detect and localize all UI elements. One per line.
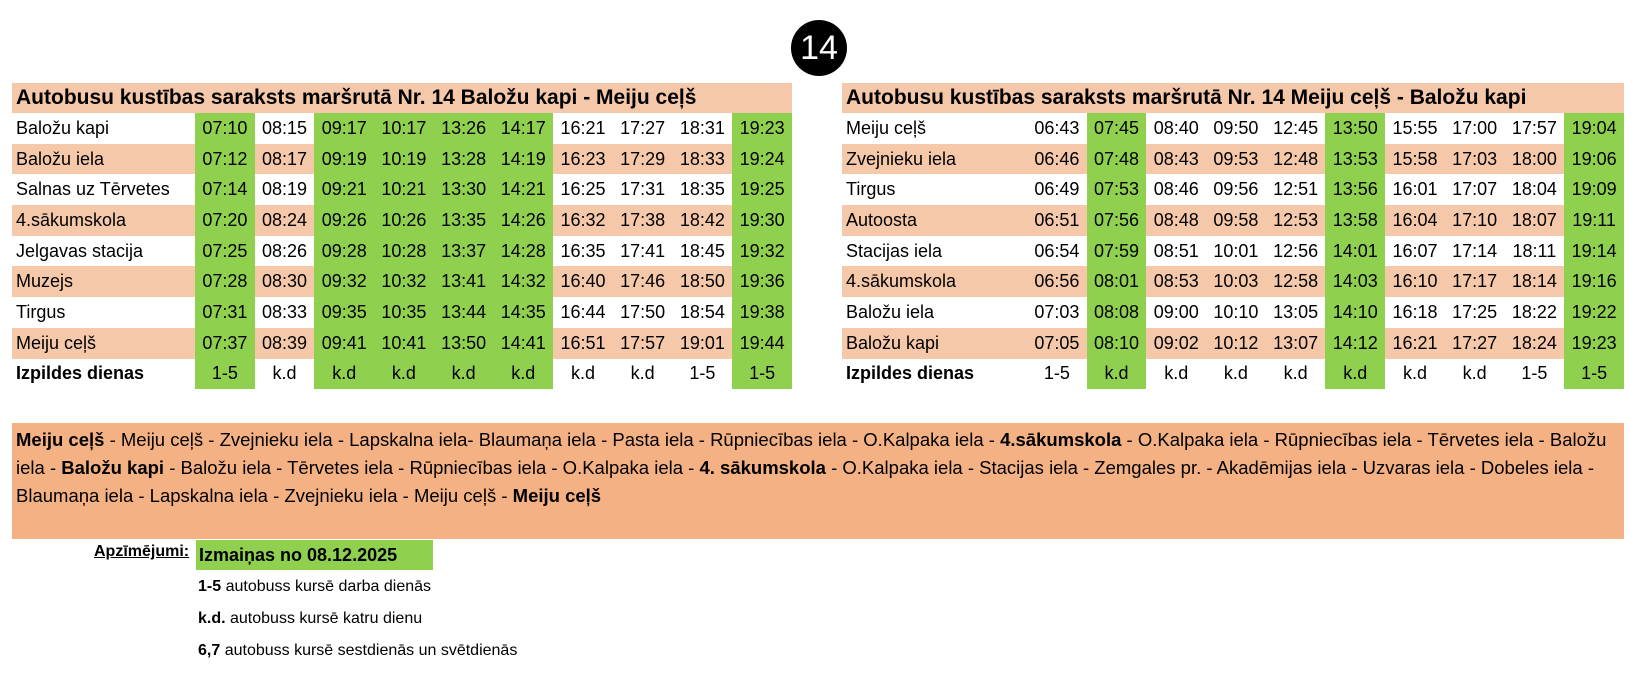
departure-time: 14:03: [1325, 266, 1385, 297]
table-row: [842, 297, 1624, 328]
departure-time: 07:48: [1087, 144, 1147, 175]
departure-time: 19:36: [732, 266, 792, 297]
departure-time: 08:08: [1087, 297, 1147, 328]
stop-name: 4.sākumskola: [842, 266, 1027, 297]
legend-item-weekends: [198, 642, 517, 660]
departure-time: 13:30: [434, 174, 494, 205]
departure-time: 08:39: [255, 328, 315, 359]
departure-time: 07:25: [195, 236, 255, 267]
departure-time: 06:51: [1027, 205, 1087, 236]
departure-time: 09:26: [314, 205, 374, 236]
departure-time: 10:10: [1213, 301, 1259, 322]
departure-time: 16:21: [560, 117, 606, 138]
departure-time: 09:58: [1206, 205, 1266, 236]
departure-time: 09:35: [314, 297, 374, 328]
departure-time: 09:02: [1146, 328, 1206, 359]
stop-name: Zvejnieku iela: [842, 144, 1027, 175]
stop-name: Muzejs: [12, 266, 195, 297]
operating-days-label: Izpildes dienas: [846, 363, 975, 384]
departure-time: 16:51: [553, 328, 613, 359]
departure-time: 08:19: [262, 179, 308, 200]
operating-days: k.d: [374, 359, 434, 390]
table-row: [12, 144, 792, 175]
departure-time: 17:57: [613, 328, 673, 359]
table-row: [12, 297, 792, 328]
legend-label: Apzīmējumi:: [94, 543, 190, 560]
departure-time: 07:45: [1087, 113, 1147, 144]
departure-time: 19:01: [673, 328, 733, 359]
departure-time: 13:53: [1325, 144, 1385, 175]
stop-name: Salnas uz Tērvetes: [16, 179, 170, 200]
departure-time: 19:16: [1564, 266, 1624, 297]
departure-time: 17:00: [1452, 117, 1498, 138]
departure-time: 19:09: [1564, 174, 1624, 205]
departure-time: 16:01: [1392, 179, 1438, 200]
departure-time: 07:20: [195, 205, 255, 236]
operating-days-label: Izpildes dienas: [16, 363, 145, 384]
departure-time: 07:03: [1034, 301, 1080, 322]
change-notice: Izmaiņas no 08.12.2025: [196, 540, 433, 570]
timetable-outbound: [12, 83, 792, 389]
departure-time: 14:01: [1325, 236, 1385, 267]
operating-days: k.d: [1087, 359, 1147, 390]
route-segment: - O.Kalpaka iela - Stacijas iela - Zemgales pr. - Akadēmijas iela - Uzvaras iela - Dobeles iela - Blaumaņa iela - Lapskalna iela - Zvejnieku iela - Meiju ceļš -: [16, 457, 1595, 506]
departure-time: 19:14: [1564, 236, 1624, 267]
departure-time: 07:12: [195, 144, 255, 175]
stop-name: Meiju ceļš: [846, 117, 927, 138]
stop-name: Baložu iela: [12, 144, 195, 175]
departure-time: 15:58: [1385, 144, 1445, 175]
operating-days: k.d: [1223, 363, 1248, 384]
table-row: [12, 205, 792, 236]
departure-time: 09:32: [314, 266, 374, 297]
departure-time: 08:46: [1153, 179, 1199, 200]
departure-time: 07:37: [195, 328, 255, 359]
legend-code: 1-5: [198, 578, 222, 595]
stop-name: Baložu kapi: [16, 117, 110, 138]
departure-time: 09:41: [314, 328, 374, 359]
departure-time: 08:24: [255, 205, 315, 236]
departure-time: 17:29: [613, 144, 673, 175]
departure-time: 08:33: [262, 301, 308, 322]
departure-time: 17:25: [1452, 301, 1498, 322]
departure-time: 18:00: [1505, 144, 1565, 175]
departure-time: 16:32: [553, 205, 613, 236]
departure-time: 18:31: [679, 117, 725, 138]
operating-days: k.d: [1402, 363, 1427, 384]
departure-time: 09:21: [314, 174, 374, 205]
departure-time: 18:07: [1505, 205, 1565, 236]
departure-time: 10:17: [374, 113, 434, 144]
departure-time: 10:12: [1206, 328, 1266, 359]
departure-time: 07:31: [195, 297, 255, 328]
departure-time: 19:23: [1564, 328, 1624, 359]
table-row: [12, 266, 792, 297]
stop-name: Autoosta: [842, 205, 1027, 236]
stop-name: Tirgus: [16, 301, 66, 322]
departure-time: 14:12: [1325, 328, 1385, 359]
departure-time: 14:35: [493, 297, 553, 328]
departure-time: 12:51: [1273, 179, 1319, 200]
departure-time: 08:40: [1153, 117, 1199, 138]
route-segment: - O.Kalpaka iela - Rūpniecības iela - Tērvetes iela - Baložu iela -: [16, 429, 1607, 478]
departure-time: 17:57: [1511, 117, 1557, 138]
departure-time: 19:25: [732, 174, 792, 205]
departure-time: 17:10: [1445, 205, 1505, 236]
departure-time: 19:11: [1564, 205, 1624, 236]
departure-time: 10:19: [374, 144, 434, 175]
departure-time: 16:21: [1385, 328, 1445, 359]
departure-time: 10:28: [374, 236, 434, 267]
departure-time: 18:54: [679, 301, 725, 322]
departure-time: 13:50: [434, 328, 494, 359]
table-row: [842, 144, 1624, 175]
departure-time: 09:19: [314, 144, 374, 175]
departure-time: 18:45: [679, 240, 725, 261]
route-number: 14: [800, 28, 838, 67]
table-row: [842, 266, 1624, 297]
departure-time: 15:55: [1392, 117, 1438, 138]
operating-days: k.d: [1325, 359, 1385, 390]
departure-time: 17:27: [1445, 328, 1505, 359]
departure-time: 16:23: [553, 144, 613, 175]
legend-text: autobuss kursē sestdienās un svētdienās: [220, 642, 518, 659]
departure-time: 18:50: [673, 266, 733, 297]
departure-time: 09:17: [314, 113, 374, 144]
departure-time: 06:49: [1034, 179, 1080, 200]
departure-time: 12:56: [1273, 240, 1319, 261]
route-description: [12, 423, 1624, 539]
departure-time: 13:05: [1273, 301, 1319, 322]
stop-name: Baložu kapi: [842, 328, 1027, 359]
departure-time: 17:07: [1452, 179, 1498, 200]
departure-time: 18:35: [679, 179, 725, 200]
stop-name: 4.sākumskola: [12, 205, 195, 236]
departure-time: 17:46: [613, 266, 673, 297]
departure-time: 16:07: [1392, 240, 1438, 261]
departure-time: 18:42: [673, 205, 733, 236]
departure-time: 12:48: [1266, 144, 1326, 175]
departure-time: 12:58: [1266, 266, 1326, 297]
departure-time: 16:18: [1392, 301, 1438, 322]
departure-time: 16:10: [1385, 266, 1445, 297]
operating-days: 1-5: [689, 363, 716, 384]
legend-text: autobuss kursē katru dienu: [225, 610, 423, 627]
table-row: [12, 236, 792, 267]
table-row: [842, 236, 1624, 267]
departure-time: 07:59: [1087, 236, 1147, 267]
departure-time: 14:19: [493, 144, 553, 175]
operating-days: k.d: [1283, 363, 1308, 384]
departure-time: 18:22: [1511, 301, 1557, 322]
operating-days: k.d: [1462, 363, 1487, 384]
table-row: [842, 113, 1624, 144]
operating-days: 1-5: [732, 359, 792, 390]
operating-days: 1-5: [1564, 359, 1624, 390]
table-row: [842, 328, 1624, 359]
departure-time: 19:30: [732, 205, 792, 236]
timetable-inbound: [842, 83, 1624, 389]
route-number-badge: [791, 20, 847, 76]
departure-time: 18:11: [1512, 240, 1557, 261]
departure-time: 08:17: [255, 144, 315, 175]
departure-time: 06:54: [1034, 240, 1080, 261]
departure-time: 10:26: [374, 205, 434, 236]
departure-time: 07:14: [195, 174, 255, 205]
operating-days-row: [12, 359, 792, 390]
departure-time: 08:53: [1146, 266, 1206, 297]
departure-time: 13:35: [434, 205, 494, 236]
departure-time: 16:40: [553, 266, 613, 297]
route-key-stop: 4. sākumskola: [699, 457, 826, 478]
departure-time: 14:41: [493, 328, 553, 359]
departure-time: 09:56: [1213, 179, 1259, 200]
timetable-title: Autobusu kustības saraksts maršrutā Nr. 14 Meiju ceļš - Baložu kapi: [842, 83, 1624, 113]
departure-time: 08:01: [1087, 266, 1147, 297]
departure-time: 14:21: [493, 174, 553, 205]
operating-days: k.d: [272, 363, 297, 384]
route-key-stop: Meiju ceļš: [16, 429, 105, 450]
departure-time: 08:10: [1087, 328, 1147, 359]
departure-time: 09:00: [1153, 301, 1199, 322]
departure-time: 09:28: [314, 236, 374, 267]
operating-days-row: [842, 359, 1624, 390]
departure-time: 07:28: [195, 266, 255, 297]
departure-time: 13:37: [434, 236, 494, 267]
route-segment: - Baložu iela - Tērvetes iela - Rūpniecības iela - O.Kalpaka iela -: [164, 457, 700, 478]
departure-time: 19:04: [1564, 113, 1624, 144]
departure-time: 10:35: [374, 297, 434, 328]
departure-time: 18:24: [1505, 328, 1565, 359]
departure-time: 19:06: [1564, 144, 1624, 175]
table-row: [12, 174, 792, 205]
operating-days: k.d: [570, 363, 595, 384]
departure-time: 09:53: [1206, 144, 1266, 175]
departure-time: 10:21: [374, 174, 434, 205]
departure-time: 07:10: [195, 113, 255, 144]
departure-time: 16:35: [560, 240, 606, 261]
departure-time: 19:22: [1564, 297, 1624, 328]
table-row: [12, 113, 792, 144]
legend-item-weekdays: [198, 578, 431, 596]
departure-time: 10:32: [374, 266, 434, 297]
departure-time: 16:04: [1385, 205, 1445, 236]
departure-time: 17:27: [620, 117, 666, 138]
departure-time: 18:33: [673, 144, 733, 175]
departure-time: 10:03: [1206, 266, 1266, 297]
operating-days: k.d: [434, 359, 494, 390]
departure-time: 18:14: [1505, 266, 1565, 297]
departure-time: 17:17: [1445, 266, 1505, 297]
operating-days: 1-5: [1521, 363, 1548, 384]
table-row: [12, 328, 792, 359]
route-key-stop: 4.sākumskola: [1000, 429, 1122, 450]
departure-time: 14:26: [493, 205, 553, 236]
legend-code: k.d.: [198, 610, 226, 627]
departure-time: 14:32: [493, 266, 553, 297]
operating-days: k.d: [1164, 363, 1189, 384]
departure-time: 17:03: [1445, 144, 1505, 175]
legend-item-daily: [198, 610, 422, 628]
departure-time: 14:10: [1325, 297, 1385, 328]
route-segment: - Meiju ceļš - Zvejnieku iela - Lapskalna iela- Blaumaņa iela - Pasta iela - Rūpniecības iela - O.Kalpaka iela -: [104, 429, 1001, 450]
route-key-stop: Baložu kapi: [61, 457, 165, 478]
table-row: [842, 205, 1624, 236]
departure-time: 16:44: [560, 301, 606, 322]
departure-time: 19:32: [732, 236, 792, 267]
departure-time: 17:14: [1452, 240, 1498, 261]
departure-time: 17:41: [620, 240, 666, 261]
stop-name: Meiju ceļš: [12, 328, 195, 359]
departure-time: 17:50: [620, 301, 666, 322]
departure-time: 13:41: [434, 266, 494, 297]
departure-time: 06:56: [1027, 266, 1087, 297]
departure-time: 12:53: [1266, 205, 1326, 236]
departure-time: 12:45: [1273, 117, 1319, 138]
departure-time: 13:28: [434, 144, 494, 175]
table-row: [842, 174, 1624, 205]
departure-time: 13:26: [434, 113, 494, 144]
departure-time: 19:23: [732, 113, 792, 144]
departure-time: 16:25: [560, 179, 606, 200]
departure-time: 13:44: [434, 297, 494, 328]
departure-time: 07:56: [1087, 205, 1147, 236]
departure-time: 10:01: [1213, 240, 1259, 261]
departure-time: 17:31: [620, 179, 666, 200]
stop-name: Baložu iela: [846, 301, 935, 322]
departure-time: 13:07: [1266, 328, 1326, 359]
departure-time: 18:04: [1511, 179, 1557, 200]
departure-time: 10:41: [374, 328, 434, 359]
departure-time: 08:30: [255, 266, 315, 297]
departure-time: 06:43: [1034, 117, 1080, 138]
departure-time: 14:28: [493, 236, 553, 267]
stop-name: Tirgus: [846, 179, 896, 200]
stop-name: Jelgavas stacija: [16, 240, 144, 261]
departure-time: 17:38: [613, 205, 673, 236]
stop-name: Stacijas iela: [846, 240, 943, 261]
departure-time: 08:15: [262, 117, 308, 138]
departure-time: 08:26: [262, 240, 308, 261]
departure-time: 09:50: [1213, 117, 1259, 138]
operating-days: k.d: [630, 363, 655, 384]
departure-time: 19:44: [732, 328, 792, 359]
departure-time: 19:24: [732, 144, 792, 175]
departure-time: 14:17: [493, 113, 553, 144]
route-key-stop: Meiju ceļš: [512, 485, 602, 506]
departure-time: 07:05: [1027, 328, 1087, 359]
legend-text: autobuss kursē darba dienās: [221, 578, 432, 595]
departure-time: 13:56: [1325, 174, 1385, 205]
departure-time: 08:43: [1146, 144, 1206, 175]
timetable-title: Autobusu kustības saraksts maršrutā Nr. 14 Baložu kapi - Meiju ceļš: [12, 83, 792, 113]
departure-time: 13:58: [1325, 205, 1385, 236]
departure-time: 06:46: [1027, 144, 1087, 175]
departure-time: 13:50: [1325, 113, 1385, 144]
departure-time: 08:48: [1146, 205, 1206, 236]
operating-days: k.d: [493, 359, 553, 390]
departure-time: 08:51: [1153, 240, 1199, 261]
departure-time: 07:53: [1087, 174, 1147, 205]
operating-days: k.d: [314, 359, 374, 390]
operating-days: 1-5: [195, 359, 255, 390]
legend-code: 6,7: [198, 642, 221, 659]
operating-days: 1-5: [1043, 363, 1070, 384]
departure-time: 19:38: [732, 297, 792, 328]
